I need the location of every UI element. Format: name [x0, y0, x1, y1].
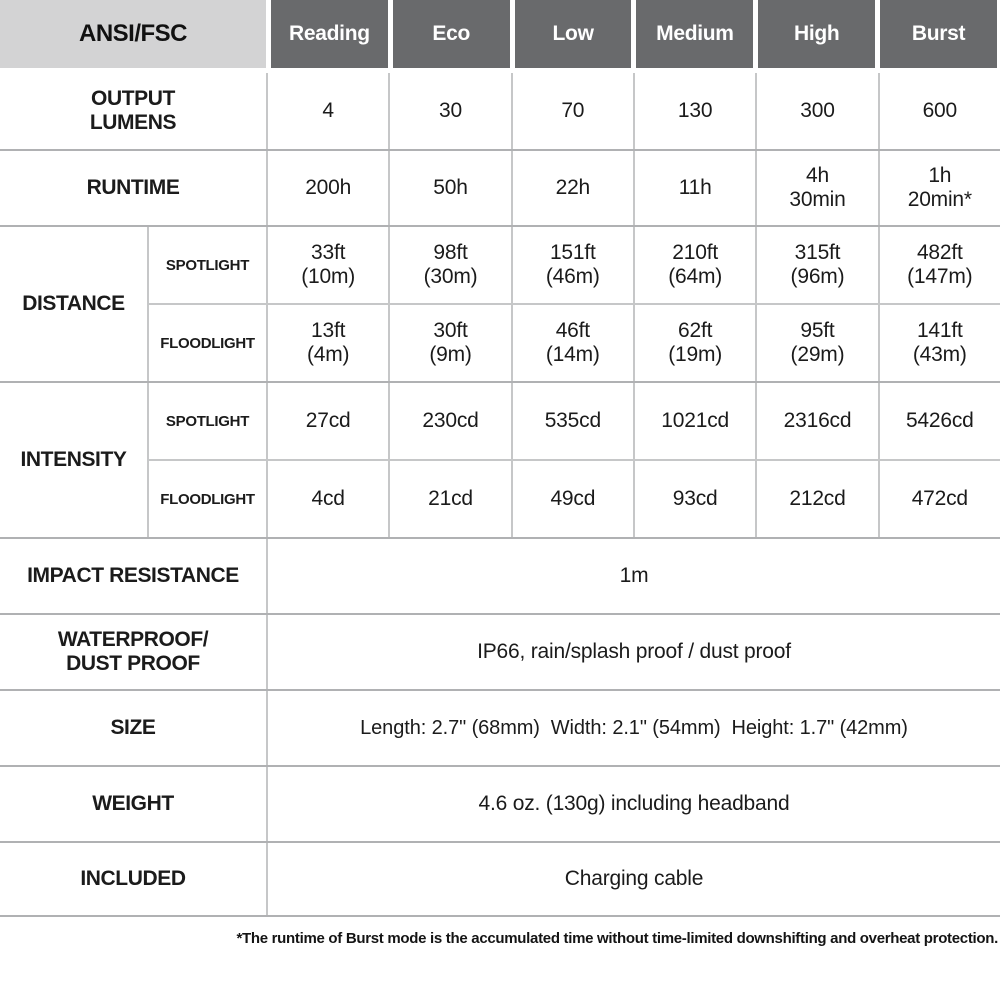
value-cell: 93cd — [633, 461, 755, 537]
value-cell: 4h 30min — [755, 151, 877, 225]
mode-header-eco: Eco — [393, 0, 510, 68]
value-cell: 30 — [388, 73, 510, 149]
group-distance — [0, 225, 1000, 381]
value-cell: 472cd — [878, 461, 1000, 537]
value-cell: 98ft (30m) — [388, 227, 510, 303]
mode-header-burst: Burst — [880, 0, 997, 68]
value-cell: 11h — [633, 151, 755, 225]
value-cell: 2316cd — [755, 383, 877, 459]
row-distance-spotlight — [147, 227, 1000, 303]
row-intensity-spotlight — [147, 383, 1000, 459]
value-cell: 49cd — [511, 461, 633, 537]
row-intensity-floodlight — [147, 459, 1000, 537]
value-cell: 210ft (64m) — [633, 227, 755, 303]
row-label: IMPACT RESISTANCE — [27, 564, 239, 588]
row-distance-floodlight — [147, 303, 1000, 381]
row-label: SIZE — [110, 716, 156, 740]
value-cell: 70 — [511, 73, 633, 149]
value-cell: 1h 20min* — [878, 151, 1000, 225]
value-cell: 95ft (29m) — [755, 305, 877, 381]
row-output-lumens — [0, 73, 1000, 149]
sub-label: FLOODLIGHT — [147, 461, 266, 537]
row-size — [0, 689, 1000, 765]
value-cell: 50h — [388, 151, 510, 225]
value-cell: 200h — [266, 151, 388, 225]
value-cell: 315ft (96m) — [755, 227, 877, 303]
value-cell: 62ft (19m) — [633, 305, 755, 381]
value-cell: 535cd — [511, 383, 633, 459]
value-cell: 130 — [633, 73, 755, 149]
value-cell: 1m — [266, 539, 1000, 613]
value-cell: Charging cable — [266, 843, 1000, 915]
value-cell: 151ft (46m) — [511, 227, 633, 303]
row-label: OUTPUT LUMENS — [89, 87, 177, 134]
mode-header-low: Low — [515, 0, 632, 68]
row-runtime — [0, 149, 1000, 225]
value-cell: 300 — [755, 73, 877, 149]
row-waterproof — [0, 613, 1000, 689]
mode-header-medium: Medium — [636, 0, 753, 68]
value-cell: 4 — [266, 73, 388, 149]
value-cell: 13ft (4m) — [266, 305, 388, 381]
sub-label: SPOTLIGHT — [147, 227, 266, 303]
corner-label: ANSI/FSC — [0, 0, 266, 68]
value-cell: 27cd — [266, 383, 388, 459]
value-cell: 482ft (147m) — [878, 227, 1000, 303]
sub-label: SPOTLIGHT — [147, 383, 266, 459]
value-cell: 600 — [878, 73, 1000, 149]
value-cell: 230cd — [388, 383, 510, 459]
row-label: WATERPROOF/ DUST PROOF — [57, 628, 209, 675]
value-cell: 22h — [511, 151, 633, 225]
value-cell: IP66, rain/splash proof / dust proof — [266, 615, 1000, 689]
value-cell: 30ft (9m) — [388, 305, 510, 381]
value-cell: 33ft (10m) — [266, 227, 388, 303]
burst-runtime-footnote: *The runtime of Burst mode is the accumulated time without time-limited downshifting and overheat protection. — [236, 930, 998, 947]
group-label: DISTANCE — [22, 292, 125, 316]
sub-label: FLOODLIGHT — [147, 305, 266, 381]
value-cell: 4cd — [266, 461, 388, 537]
value-cell: 1021cd — [633, 383, 755, 459]
value-cell: 4.6 oz. (130g) including headband — [266, 767, 1000, 841]
row-label: RUNTIME — [86, 176, 180, 200]
row-label: WEIGHT — [92, 792, 174, 816]
group-label: INTENSITY — [20, 448, 127, 472]
mode-header-high: High — [758, 0, 875, 68]
value-cell: 46ft (14m) — [511, 305, 633, 381]
value-cell: 21cd — [388, 461, 510, 537]
value-cell: 212cd — [755, 461, 877, 537]
row-weight — [0, 765, 1000, 841]
header-row — [0, 0, 1000, 68]
mode-header-reading: Reading — [271, 0, 388, 68]
row-impact-resistance — [0, 537, 1000, 613]
row-label: INCLUDED — [80, 867, 186, 891]
row-included — [0, 841, 1000, 917]
value-cell: 141ft (43m) — [878, 305, 1000, 381]
value-cell: Length: 2.7" (68mm) Width: 2.1" (54mm) Height: 1.7" (42mm) — [266, 691, 1000, 765]
group-intensity — [0, 381, 1000, 537]
value-cell: 5426cd — [878, 383, 1000, 459]
